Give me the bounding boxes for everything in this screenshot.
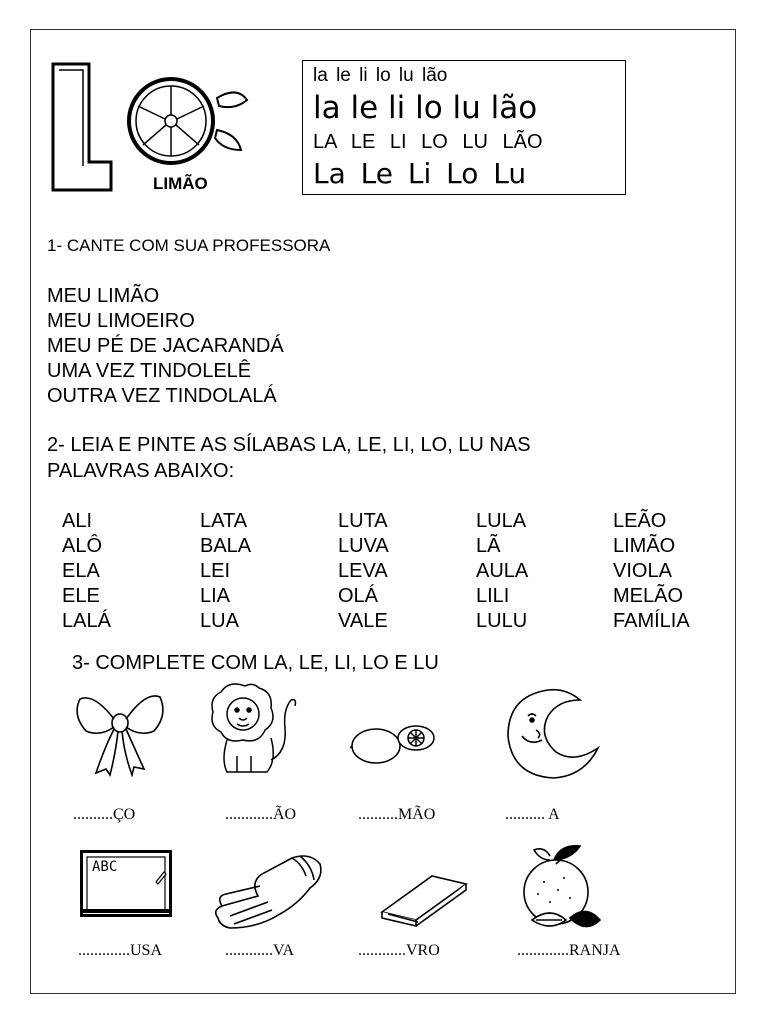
word-item: OLÁ [338,585,379,607]
word-item: LATA [200,510,248,532]
bow-icon [74,685,166,777]
chalkboard-text: ABC [92,859,118,875]
moon-icon [502,686,602,782]
syllables-uppercase: LA LE LI LO LU LÃO [313,131,543,153]
letter-l-lemon-icon [49,58,254,198]
word-item: LÃ [476,535,501,557]
song-line: MEU PÉ DE JACARANDÁ [47,335,284,357]
blank-laranja[interactable]: .............RANJA [517,942,621,959]
word-item: LILI [476,585,510,607]
orange-icon [520,842,604,938]
question-2-line-2: PALAVRAS ABAIXO: [47,460,235,482]
word-item: LALÁ [62,610,111,632]
word-item: LEVA [338,560,388,582]
word-item: ALÔ [62,535,103,557]
word-item: LIMÃO [613,535,676,557]
blank-luva[interactable]: ............VA [225,942,295,959]
question-2-line-1: 2- LEIA E PINTE AS SÍLABAS LA, LE, LI, LO, LU NAS [47,434,531,456]
song-line: OUTRA VEZ TINDOLALÁ [47,385,277,407]
word-item: LULA [476,510,527,532]
word-item: LUA [200,610,239,632]
book-icon [378,872,468,928]
chalkboard-icon [80,850,172,918]
blank-laco[interactable]: ..........ÇO [73,806,136,823]
header-word: LIMÃO [153,174,208,193]
word-item: LUVA [338,535,389,557]
word-item: ELE [62,585,100,607]
lemon-icon [350,718,442,768]
song-line: MEU LIMÃO [47,285,160,307]
song-line: MEU LIMOEIRO [47,310,195,332]
blank-limao[interactable]: ..........MÃO [358,806,436,823]
word-item: LEÃO [613,510,667,532]
question-1-title: 1- CANTE COM SUA PROFESSORA [47,236,331,255]
song-line: UMA VEZ TINDOLELÊ [47,360,252,382]
blank-livro[interactable]: ............VRO [358,942,440,959]
word-item: VALE [338,610,388,632]
syllables-large: la le li lo lu lão [313,90,538,126]
word-item: ELA [62,560,100,582]
word-item: VIOLA [613,560,672,582]
word-item: FAMÍLIA [613,610,690,632]
blank-lousa[interactable]: .............USA [78,942,163,959]
glove-icon [210,852,325,934]
word-item: MELÃO [613,585,684,607]
word-item: ALI [62,510,93,532]
lion-icon [207,680,297,780]
song-lyrics [47,284,284,409]
word-item: LULU [476,610,528,632]
blank-leao[interactable]: ............ÃO [225,806,297,823]
word-item: BALA [200,535,252,557]
word-item: AULA [476,560,529,582]
word-item: LUTA [338,510,388,532]
blank-lua[interactable]: .......... A [505,806,560,823]
word-item: LEI [200,560,231,582]
syllables-capitalized: La Le Li Lo Lu [313,157,527,190]
syllable-box [302,60,626,195]
word-item: LIA [200,585,231,607]
question-2-title [47,432,667,484]
syllables-small: la le li lo lu lão [313,65,448,86]
question-3-title: 3- COMPLETE COM LA, LE, LI, LO E LU [72,652,439,674]
